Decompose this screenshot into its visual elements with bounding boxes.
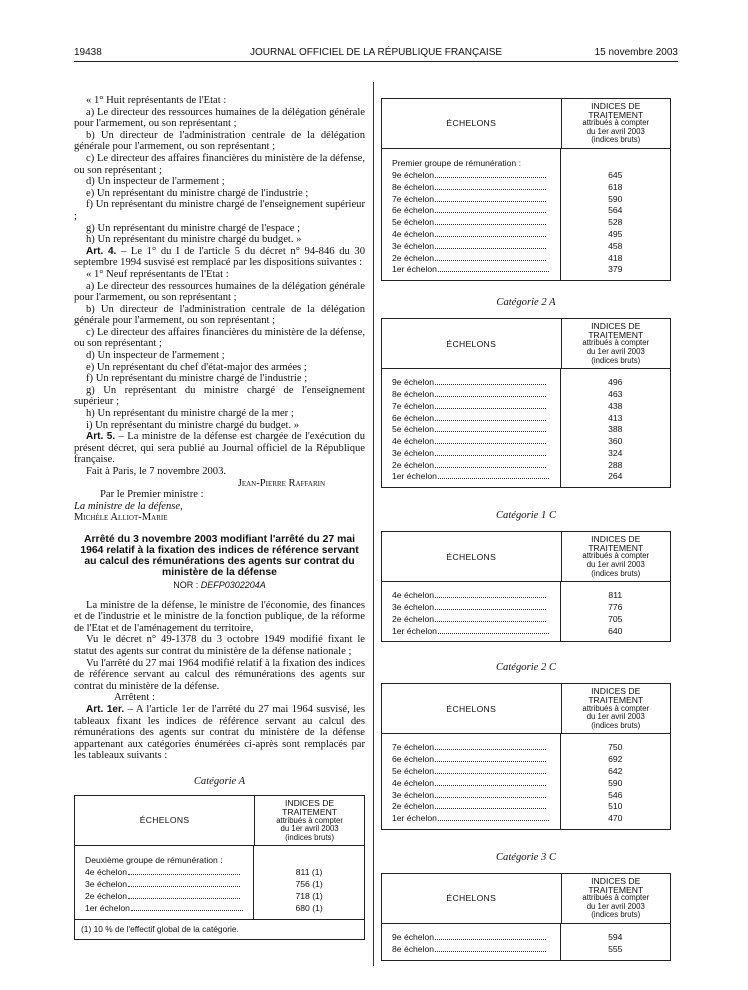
column-header-indices <box>562 99 670 148</box>
leader-dots <box>435 590 546 598</box>
index-value: 642 <box>608 766 623 776</box>
table-body <box>382 582 670 641</box>
table-row-label <box>392 389 556 401</box>
echelon-label: 5e échelon <box>392 766 435 776</box>
table-header <box>382 319 670 369</box>
leader-dots <box>131 903 243 911</box>
list-item: b) Un directeur de l'administration centrale de la délégation générale pour l'armement, ou son représentant ; <box>74 303 365 327</box>
echelon-label: 7e échelon <box>392 742 435 753</box>
leader-dots <box>435 194 546 202</box>
value-column <box>561 582 670 641</box>
signature-intro: Par le Premier ministre : <box>100 489 204 501</box>
table-row-label <box>85 867 249 879</box>
echelon-label: 5e échelon <box>392 424 435 435</box>
column-header-indices <box>562 319 670 368</box>
article-text: – La ministre de la défense est chargée de l'exécution du présent décret, qui sera publié au Journal officiel de la République française. <box>74 431 365 466</box>
index-value: 640 <box>608 625 623 636</box>
article-label: Art. 1er. <box>86 703 125 715</box>
table-row-label <box>392 205 556 217</box>
nor-reference <box>74 580 365 592</box>
echelon-label: 1er échelon <box>392 264 437 275</box>
table-row-label <box>392 944 556 956</box>
echelon-label: 2e échelon <box>392 459 435 470</box>
leader-dots <box>435 217 546 225</box>
column-divider <box>373 82 374 966</box>
date-line: Fait à Paris, le 7 novembre 2003. <box>86 466 227 477</box>
leader-dots <box>438 813 549 821</box>
value-column <box>254 846 364 918</box>
table-cat-3c <box>381 873 671 961</box>
table-header <box>382 684 670 734</box>
representatives-list-1 <box>74 107 365 246</box>
leader-dots <box>435 424 546 432</box>
echelon-column <box>382 149 561 280</box>
leader-dots <box>128 867 240 875</box>
header-line: (indices bruts) <box>591 135 641 145</box>
leader-dots <box>435 401 546 409</box>
column-header-echelons: ÉCHELONS <box>382 99 562 148</box>
echelon-column <box>382 924 561 960</box>
arretent: Arrêtent : <box>114 692 155 704</box>
echelon-label: 3e échelon <box>85 879 128 890</box>
echelon-label: 6e échelon <box>392 412 435 423</box>
header-line: INDICES DE TRAITEMENT <box>588 534 644 553</box>
index-value: 418 <box>608 252 623 263</box>
paragraph: « 1° Neuf représentants de l'Etat : <box>86 268 229 280</box>
table-row-label <box>392 241 556 253</box>
leader-dots <box>435 229 546 237</box>
table-body <box>382 369 670 487</box>
right-column <box>381 98 671 961</box>
representatives-list-2 <box>74 281 365 432</box>
leader-dots <box>435 944 546 952</box>
category-title: Catégorie 2 C <box>495 662 557 674</box>
echelon-label: 6e échelon <box>392 754 435 765</box>
index-value: 590 <box>608 777 623 788</box>
table-row-label <box>392 448 556 460</box>
list-item: c) Le directeur des affaires financières du ministère de la défense, ou son représentant ; <box>74 152 365 176</box>
preamble-paragraph: La ministre de la défense, le ministre de l'économie, des finances et de l'industrie et le ministre de la fonction publique, de la réforme de l'Etat et de l'aménagement du territoire, <box>74 599 365 634</box>
table-row-label <box>392 590 556 602</box>
index-value: 811 <box>608 590 623 601</box>
table-row-label <box>392 602 556 614</box>
index-value: 438 <box>608 400 623 411</box>
table-row-label <box>392 170 556 182</box>
leader-dots <box>435 790 546 798</box>
list-item: b) Un directeur de l'administration centrale de la délégation générale pour l'armement, ou son représentant ; <box>74 129 365 153</box>
list-item: d) Un inspecteur de l'armement ; <box>86 350 225 362</box>
table-row-label <box>392 766 556 778</box>
header-line: INDICES DE TRAITEMENT <box>588 321 644 340</box>
echelon-label: 1er échelon <box>392 625 437 636</box>
echelon-label: 3e échelon <box>392 240 435 251</box>
table-row-label <box>392 742 556 754</box>
index-value: 776 <box>608 602 623 613</box>
table-cat-a <box>74 795 365 940</box>
index-value: 680 (1) <box>295 902 323 913</box>
decree-title: Arrêté du 3 novembre 2003 modifiant l'arrêté du 27 mai 1964 relatif à la fixation des indices de référence servant au calcul des rémunérations des agents sur contrat du ministère de la défense <box>80 533 359 578</box>
leader-dots <box>435 253 546 261</box>
table-row-label <box>392 413 556 425</box>
group-spacer <box>561 157 670 170</box>
article-5 <box>74 431 365 466</box>
index-value: 264 <box>608 471 623 482</box>
index-value: 463 <box>608 388 623 399</box>
category-title: Catégorie A <box>193 775 246 787</box>
echelon-label: 8e échelon <box>392 943 435 954</box>
echelon-label: 4e échelon <box>392 436 435 447</box>
minister-role: La ministre de la défense, <box>74 500 183 512</box>
signatory: Jean-Pierre Raffarin <box>237 477 325 489</box>
list-item: f) Un représentant du ministre chargé de l'industrie ; <box>86 373 308 385</box>
index-value: 555 <box>608 943 623 954</box>
leader-dots <box>128 891 240 899</box>
journal-title: JOURNAL OFFICIEL DE LA RÉPUBLIQUE FRANÇAISE <box>249 47 503 58</box>
category-title: Catégorie 3 C <box>495 851 557 863</box>
table-row-label <box>392 229 556 241</box>
minister-name: Michèle Alliot-Marie <box>74 512 168 524</box>
table-row-label <box>392 790 556 802</box>
index-value: 594 <box>608 931 623 942</box>
table-row-label <box>392 754 556 766</box>
index-value: 470 <box>608 813 623 824</box>
table-cat-2a <box>381 318 671 488</box>
table-row-label <box>392 614 556 626</box>
echelon-column <box>382 734 561 829</box>
header-line: (indices bruts) <box>591 720 641 730</box>
column-header-indices <box>255 796 364 845</box>
leader-dots <box>435 436 546 444</box>
list-item: e) Un représentant du ministre chargé de l'industrie ; <box>86 187 309 199</box>
article-text: – A l'article 1er de l'arrêté du 27 mai 1964 susvisé, les tableaux fixant les indices de référence servant au calcul des rémunérations des agents sur contrat du ministère de la défense appartenant aux catégories énumérées ci-après sont remplacés par les tableaux suivants : <box>74 703 365 762</box>
echelon-label: 7e échelon <box>392 193 435 204</box>
echelon-label: 7e échelon <box>392 400 435 411</box>
echelon-label: 2e échelon <box>85 891 128 902</box>
index-value: 645 <box>608 169 623 180</box>
list-item: a) Le directeur des ressources humaines de la délégation générale pour l'armement, ou son représentant ; <box>74 106 365 130</box>
echelon-label: 4e échelon <box>85 867 128 878</box>
column-header-echelons: ÉCHELONS <box>382 319 562 368</box>
value-column <box>561 149 670 280</box>
header-line: INDICES DE TRAITEMENT <box>588 101 644 120</box>
index-value: 564 <box>608 205 623 216</box>
header-line: INDICES DE TRAITEMENT <box>282 798 338 818</box>
header-line: INDICES DE TRAITEMENT <box>588 686 644 706</box>
echelon-column <box>75 846 254 918</box>
table-row-label <box>392 626 556 638</box>
group-spacer <box>254 854 364 867</box>
category-title: Catégorie 2 A <box>496 297 556 309</box>
leader-dots <box>435 205 546 213</box>
echelon-label: 6e échelon <box>392 205 435 216</box>
leader-dots <box>438 626 549 634</box>
echelon-label: 3e échelon <box>392 602 435 613</box>
index-value: 750 <box>608 742 623 753</box>
leader-dots <box>435 377 546 385</box>
column-header-indices <box>562 874 670 923</box>
article-label: Art. 4. <box>86 245 117 257</box>
echelon-label: 3e échelon <box>392 447 435 458</box>
index-value: 510 <box>608 801 623 812</box>
table-row-label <box>392 182 556 194</box>
echelon-label: 9e échelon <box>392 377 435 388</box>
echelon-label: 8e échelon <box>392 388 435 399</box>
leader-dots <box>435 448 546 456</box>
issue-date: 15 novembre 2003 <box>594 47 678 58</box>
value-column <box>561 369 670 487</box>
leader-dots <box>435 413 546 421</box>
group-label: Deuxième groupe de rémunération : <box>85 855 223 866</box>
echelon-column <box>382 582 561 641</box>
header-line: (indices bruts) <box>591 568 641 578</box>
index-value: 718 (1) <box>295 891 323 902</box>
page-header <box>74 47 678 62</box>
echelon-label: 1er échelon <box>85 902 130 913</box>
index-value: 756 (1) <box>295 879 323 890</box>
article-text: – Le 1° du I de l'article 5 du décret n° 94-846 du 30 septembre 1994 susvisé est remplacé par les dispositions suivantes : <box>74 245 366 269</box>
value-column <box>561 734 670 829</box>
page-number: 19438 <box>74 47 102 58</box>
article-label: Art. 5. <box>86 431 116 443</box>
index-value: 811 (1) <box>295 867 323 878</box>
table-row-label <box>392 813 556 825</box>
column-header-indices <box>562 684 670 733</box>
table-row-label <box>392 194 556 206</box>
leader-dots <box>438 264 549 272</box>
preamble-paragraph: Vu l'arrêté du 27 mai 1964 modifié relatif à la fixation des indices de référence servant au calcul des rémunérations des agents sur contrat du ministère de la défense. <box>74 657 365 692</box>
header-line: du 1er avril 2003 <box>586 901 645 911</box>
index-value: 546 <box>608 789 623 800</box>
leader-dots <box>435 170 546 178</box>
echelon-label: 9e échelon <box>392 169 435 180</box>
leader-dots <box>435 754 546 762</box>
echelon-label: 4e échelon <box>392 777 435 788</box>
nor-label: NOR : <box>173 579 199 590</box>
header-line: attribués à compter <box>276 815 343 825</box>
preamble <box>74 600 365 693</box>
leader-dots <box>435 932 546 940</box>
table-row-label <box>392 932 556 944</box>
leader-dots <box>435 778 546 786</box>
table-row-label <box>392 436 556 448</box>
header-line: (indices bruts) <box>285 832 335 842</box>
index-value: 496 <box>608 377 623 388</box>
article-1 <box>74 704 365 762</box>
list-item: g) Un représentant du ministre chargé de l'espace ; <box>86 222 301 234</box>
leader-dots <box>435 766 546 774</box>
leader-dots <box>435 742 546 750</box>
table-body <box>382 734 670 829</box>
index-value: 458 <box>608 240 623 251</box>
column-header-echelons: ÉCHELONS <box>382 532 562 581</box>
table-footnote: (1) 10 % de l'effectif global de la catégorie. <box>75 919 364 940</box>
list-item: d) Un inspecteur de l'armement ; <box>86 176 225 188</box>
echelon-label: 2e échelon <box>392 613 435 624</box>
header-line: attribués à compter <box>582 338 650 348</box>
left-column <box>74 95 365 940</box>
index-value: 705 <box>608 613 623 624</box>
leader-dots <box>435 602 546 610</box>
category-title: Catégorie 1 C <box>495 510 557 522</box>
leader-dots <box>128 879 240 887</box>
header-line: (indices bruts) <box>591 355 641 365</box>
table-row-label <box>392 801 556 813</box>
echelon-label: 2e échelon <box>392 252 435 263</box>
list-item: g) Un représentant du ministre chargé de l'enseignement supérieur ; <box>74 384 365 408</box>
group-label: Premier groupe de rémunération : <box>392 157 521 168</box>
leader-dots <box>435 241 546 249</box>
table-row-label <box>85 891 249 903</box>
index-value: 495 <box>608 228 623 239</box>
table-row-label <box>392 471 556 483</box>
header-line: attribués à compter <box>582 118 650 128</box>
leader-dots <box>435 182 546 190</box>
list-item: c) Le directeur des affaires financières du ministère de la défense, ou son représentant ; <box>74 326 365 350</box>
header-line: du 1er avril 2003 <box>586 560 645 570</box>
table-body <box>75 846 364 918</box>
list-item: i) Un représentant du ministre chargé du budget. » <box>86 419 300 431</box>
index-value: 379 <box>608 264 623 275</box>
echelon-label: 3e échelon <box>392 789 435 800</box>
list-item: a) Le directeur des ressources humaines de la délégation générale pour l'armement, ou son représentant ; <box>74 280 365 304</box>
echelon-label: 1er échelon <box>392 813 437 824</box>
echelon-label: 1er échelon <box>392 471 437 482</box>
header-line: du 1er avril 2003 <box>586 346 645 356</box>
index-value: 590 <box>608 193 623 204</box>
echelon-label: 4e échelon <box>392 590 435 601</box>
table-row-label <box>392 264 556 276</box>
table-row-label <box>392 253 556 265</box>
header-line: attribués à compter <box>582 893 650 903</box>
index-value: 692 <box>608 754 623 765</box>
table-cat-1c <box>381 531 671 642</box>
value-column <box>561 924 670 960</box>
index-value: 618 <box>608 181 623 192</box>
leader-dots <box>435 614 546 622</box>
header-line: INDICES DE TRAITEMENT <box>588 875 644 895</box>
echelon-label: 8e échelon <box>392 181 435 192</box>
table-cat-a-continued <box>381 98 671 281</box>
leader-dots <box>435 460 546 468</box>
column-header-echelons: ÉCHELONS <box>382 874 562 923</box>
table-row-label <box>392 377 556 389</box>
table-row-label <box>85 903 249 915</box>
table-body <box>382 149 670 280</box>
header-line: attribués à compter <box>582 703 650 713</box>
table-body <box>382 924 670 960</box>
table-row-label <box>392 217 556 229</box>
table-header <box>382 532 670 582</box>
index-value: 360 <box>608 436 623 447</box>
list-item: h) Un représentant du ministre chargé de la mer ; <box>86 408 294 420</box>
table-row-label <box>392 460 556 472</box>
preamble-paragraph: Vu le décret n° 49-1378 du 3 octobre 1949 modifié fixant le statut des agents sur contrat du ministère de la défense nationale ; <box>74 634 365 657</box>
table-row-label <box>392 424 556 436</box>
index-value: 413 <box>608 412 623 423</box>
index-value: 528 <box>608 217 623 228</box>
header-line: du 1er avril 2003 <box>280 824 339 834</box>
table-header <box>75 796 364 846</box>
index-value: 388 <box>608 424 623 435</box>
nor-code: DEFP0302204A <box>200 579 266 590</box>
paragraph: « 1° Huit représentants de l'Etat : <box>86 95 227 106</box>
article-4 <box>74 246 365 269</box>
column-header-echelons: ÉCHELONS <box>75 796 255 845</box>
header-line: du 1er avril 2003 <box>586 712 645 722</box>
index-value: 288 <box>608 459 623 470</box>
echelon-label: 4e échelon <box>392 228 435 239</box>
table-cat-2c <box>381 683 671 830</box>
index-value: 324 <box>608 447 623 458</box>
table-header <box>382 874 670 924</box>
list-item: f) Un représentant du ministre chargé de l'enseignement supérieur ; <box>74 199 365 222</box>
column-header-indices <box>562 532 670 581</box>
leader-dots <box>435 389 546 397</box>
table-row-label <box>392 401 556 413</box>
list-item: h) Un représentant du ministre chargé du budget. » <box>86 234 302 246</box>
echelon-label: 9e échelon <box>392 931 435 942</box>
table-row-label <box>392 778 556 790</box>
table-header <box>382 99 670 149</box>
list-item: e) Un représentant du chef d'état-major des armées ; <box>86 361 307 373</box>
echelon-label: 2e échelon <box>392 801 435 812</box>
echelon-label: 5e échelon <box>392 217 435 228</box>
header-line: du 1er avril 2003 <box>586 126 645 136</box>
leader-dots <box>438 471 549 479</box>
header-line: attribués à compter <box>582 551 650 561</box>
echelon-column <box>382 369 561 487</box>
leader-dots <box>435 801 546 809</box>
column-header-echelons: ÉCHELONS <box>382 684 562 733</box>
header-line: (indices bruts) <box>591 910 641 920</box>
table-row-label <box>85 879 249 891</box>
